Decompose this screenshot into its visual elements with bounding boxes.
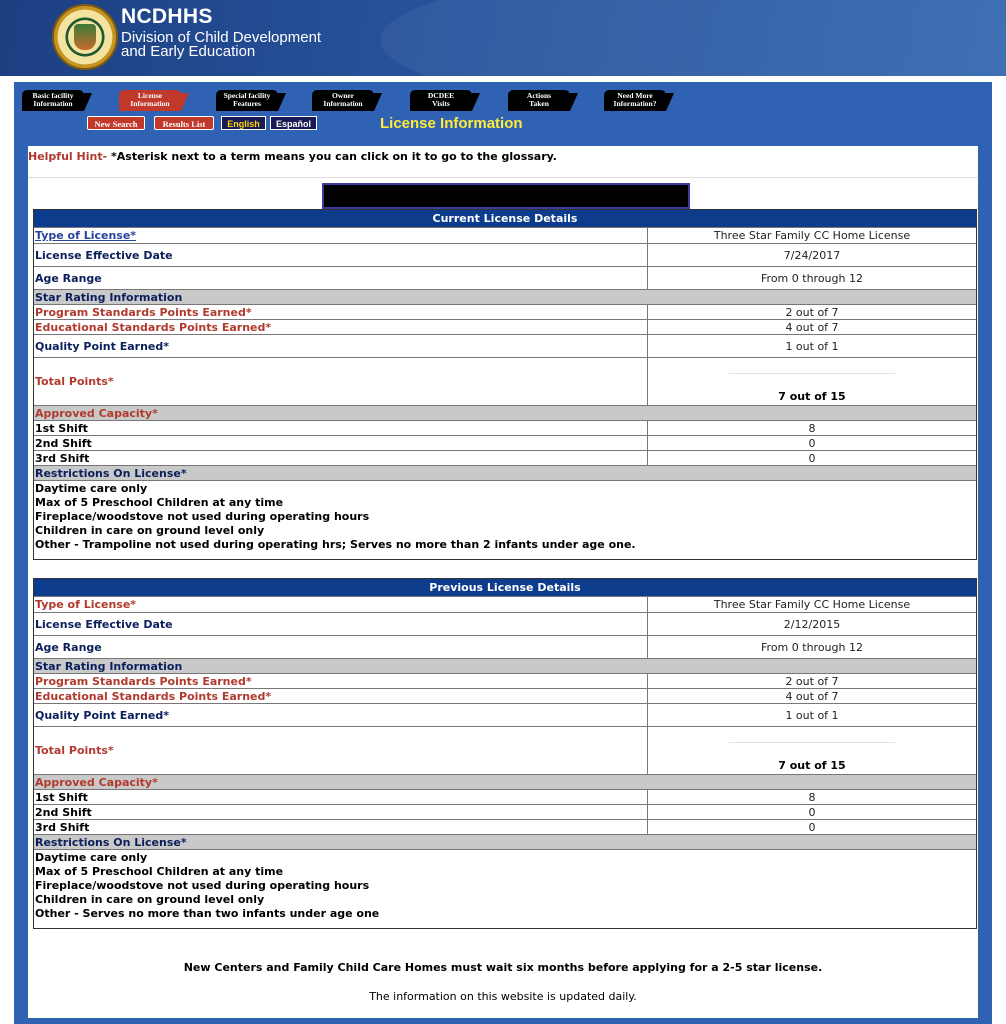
license-effective-date-label: License Effective Date <box>35 617 173 631</box>
restriction-item: Children in care on ground level only <box>35 524 265 537</box>
type-of-license-link[interactable]: Type of License* <box>35 229 137 242</box>
restriction-item: Children in care on ground level only <box>35 893 265 906</box>
shift-2-value: 0 <box>647 436 976 450</box>
restriction-item: Max of 5 Preschool Children at any time <box>35 496 284 509</box>
restrictions-link[interactable]: Restrictions On License* <box>35 835 187 849</box>
english-button[interactable]: English <box>221 116 266 130</box>
restrictions-link[interactable]: Restrictions On License* <box>35 466 187 480</box>
educational-standards-link[interactable]: Educational Standards Points Earned* <box>35 689 272 703</box>
quality-point-value: 1 out of 1 <box>647 335 976 357</box>
previous-license-table <box>33 578 977 929</box>
restrictions-list <box>34 480 976 559</box>
approved-capacity-link[interactable]: Approved Capacity* <box>35 775 158 789</box>
previous-license-title: Previous License Details <box>34 579 976 596</box>
license-effective-date-value: 2/12/2015 <box>647 613 976 635</box>
educational-standards-value: 4 out of 7 <box>647 320 976 334</box>
license-effective-date-label: License Effective Date <box>35 248 173 262</box>
quality-point-value: 1 out of 1 <box>647 704 976 726</box>
star-rating-subheader: Star Rating Information <box>35 290 183 304</box>
site-header <box>0 0 1006 76</box>
helpful-hint-label: Helpful Hint- <box>28 150 108 163</box>
age-range-label: Age Range <box>35 640 102 654</box>
age-range-value: From 0 through 12 <box>647 267 976 289</box>
star-license-note: New Centers and Family Child Care Homes must wait six months before applying for a 2-5 star license. <box>183 961 823 974</box>
type-of-license-value: Three Star Family CC Home License <box>647 228 976 243</box>
espanol-button[interactable]: Español <box>270 116 317 130</box>
new-search-button[interactable]: New Search <box>87 116 145 130</box>
total-points-link[interactable]: Total Points* <box>35 744 114 757</box>
restriction-item: Daytime care only <box>35 482 148 495</box>
restriction-item: Fireplace/woodstove not used during operating hours <box>35 879 370 892</box>
license-effective-date-value: 7/24/2017 <box>647 244 976 266</box>
division-name-line1: Division of Child Development <box>121 29 322 46</box>
tab-basic-facility-information[interactable]: Basic facility Information <box>22 90 84 111</box>
age-range-value: From 0 through 12 <box>647 636 976 658</box>
tab-need-more-information[interactable]: Need More Information? <box>604 90 666 111</box>
helpful-hint <box>28 150 557 163</box>
nc-state-seal-icon <box>52 4 118 70</box>
shift-3-label: 3rd Shift <box>35 451 90 465</box>
total-points-link[interactable]: Total Points* <box>35 375 114 388</box>
hint-divider <box>28 177 978 178</box>
educational-standards-value: 4 out of 7 <box>647 689 976 703</box>
tab-actions-taken[interactable]: Actions Taken <box>508 90 570 111</box>
program-standards-link[interactable]: Program Standards Points Earned* <box>35 674 252 688</box>
agency-name: NCDHHS <box>121 5 213 28</box>
total-points-value: 7 out of 15 <box>778 390 846 403</box>
shift-2-label: 2nd Shift <box>35 805 92 819</box>
star-rating-subheader: Star Rating Information <box>35 659 183 673</box>
program-standards-value: 2 out of 7 <box>647 305 976 319</box>
current-license-table <box>33 209 977 560</box>
current-license-title: Current License Details <box>34 210 976 227</box>
shift-1-value: 8 <box>647 421 976 435</box>
total-points-value: 7 out of 15 <box>778 759 846 772</box>
shift-3-label: 3rd Shift <box>35 820 90 834</box>
quality-point-link[interactable]: Quality Point Earned* <box>35 708 169 722</box>
shift-2-value: 0 <box>647 805 976 819</box>
type-of-license-link[interactable]: Type of License* <box>35 598 137 611</box>
program-standards-value: 2 out of 7 <box>647 674 976 688</box>
update-note: The information on this website is updated daily. <box>369 990 637 1003</box>
tab-owner-information[interactable]: Owner Information <box>312 90 374 111</box>
shift-1-value: 8 <box>647 790 976 804</box>
helpful-hint-text: *Asterisk next to a term means you can click on it to go to the glossary. <box>107 150 557 163</box>
age-range-label: Age Range <box>35 271 102 285</box>
restriction-item: Max of 5 Preschool Children at any time <box>35 865 284 878</box>
tab-special-facility-features[interactable]: Special facility Features <box>216 90 278 111</box>
shift-1-label: 1st Shift <box>35 421 88 435</box>
results-list-button[interactable]: Results List <box>154 116 214 130</box>
section-title: License Information <box>380 115 523 132</box>
educational-standards-link[interactable]: Educational Standards Points Earned* <box>35 320 272 334</box>
restriction-item: Other - Trampoline not used during operating hrs; Serves no more than 2 infants under age one. <box>35 538 636 551</box>
restrictions-list <box>34 849 976 928</box>
tab-license-information[interactable]: License Information <box>119 90 181 111</box>
division-name-line2: and Early Education <box>121 43 256 60</box>
header-swoosh <box>380 0 1006 76</box>
shift-3-value: 0 <box>647 451 976 465</box>
shift-2-label: 2nd Shift <box>35 436 92 450</box>
tab-dcdee-visits[interactable]: DCDEE Visits <box>410 90 472 111</box>
type-of-license-value: Three Star Family CC Home License <box>647 597 976 612</box>
restriction-item: Fireplace/woodstove not used during operating hours <box>35 510 370 523</box>
approved-capacity-link[interactable]: Approved Capacity* <box>35 406 158 420</box>
restriction-item: Other - Serves no more than two infants under age one <box>35 907 380 920</box>
facility-name-bar <box>322 183 690 209</box>
shift-3-value: 0 <box>647 820 976 834</box>
restriction-item: Daytime care only <box>35 851 148 864</box>
program-standards-link[interactable]: Program Standards Points Earned* <box>35 305 252 319</box>
quality-point-link[interactable]: Quality Point Earned* <box>35 339 169 353</box>
shift-1-label: 1st Shift <box>35 790 88 804</box>
